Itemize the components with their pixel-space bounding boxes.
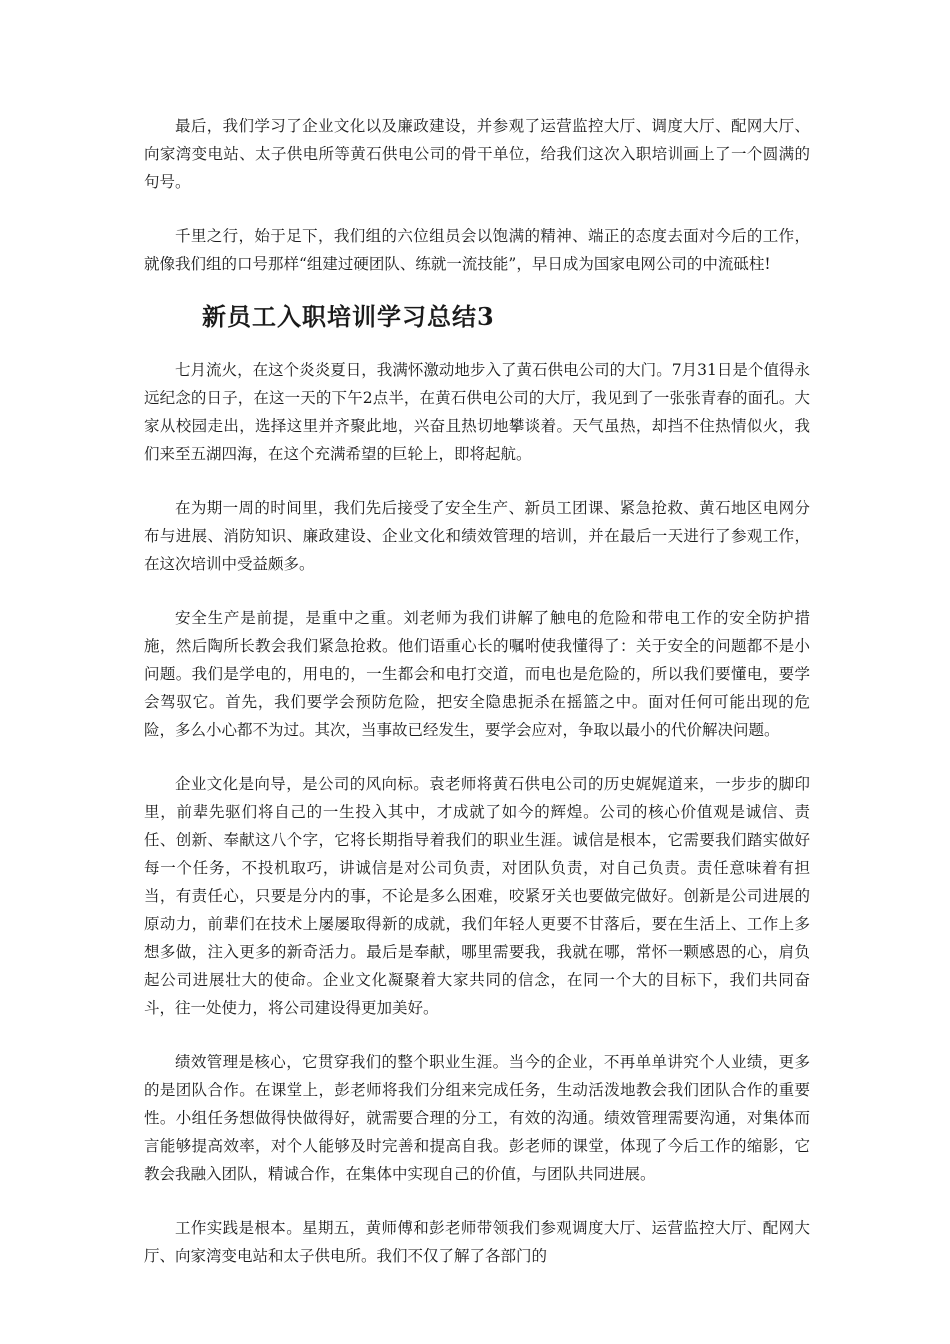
paragraph-closing: 最后，我们学习了企业文化以及廉政建设，并参观了运营监控大厅、调度大厅、配网大厅、向家湾变电站、太子供电所等黄石供电公司的骨干单位，给我们这次入职培训画上了一个圆满的句号。 [144,117,810,191]
paragraph-intro: 七月流火，在这个炎炎夏日，我满怀激动地步入了黄石供电公司的大门。7月31日是个值得永远纪念的日子，在这一天的下午2点半，在黄石供电公司的大厅，我见到了一张张青春的面孔。大家从校园走出，选择这里并齐聚此地，兴奋且热切地攀谈着。天气虽热，却挡不住热情似火，我们来至五湖四海，在这个充满希望的巨轮上，即将起航。 [144,361,810,463]
paragraph-training-overview: 在为期一周的时间里，我们先后接受了安全生产、新员工团课、紧急抢救、黄石地区电网分布与进展、消防知识、廉政建设、企业文化和绩效管理的培训，并在最后一天进行了参观工作，在这次培训中受益颇多。 [144,499,810,573]
document-page [144,112,810,1296]
section-heading: 新员工入职培训学习总结3 [202,302,495,331]
paragraph-culture: 企业文化是向导，是公司的风向标。袁老师将黄石供电公司的历史娓娓道来，一步步的脚印里，前辈先驱们将自己的一生投入其中，才成就了如今的辉煌。公司的核心价值观是诚信、责任、创新、奉献这八个字，它将长期指导着我们的职业生涯。诚信是根本，它需要我们踏实做好每一个任务，不投机取巧，讲诚信是对公司负责，对团队负责，对自己负责。责任意味着有担当，有责任心，只要是分内的事，不论是多么困难，咬紧牙关也要做完做好。创新是公司进展的原动力，前辈们在技术上屡屡取得新的成就，我们年轻人更要不甘落后，要在生活上、工作上多想多做，注入更多的新奇活力。最后是奉献，哪里需要我，我就在哪，常怀一颗感恩的心，肩负起公司进展壮大的使命。企业文化凝聚着大家共同的信念，在同一个大的目标下，我们共同奋斗，往一处使力，将公司建设得更加美好。 [144,775,810,1017]
paragraph-motto: 千里之行，始于足下，我们组的六位组员会以饱满的精神、端正的态度去面对今后的工作，就像我们组的口号那样“组建过硬团队、练就一流技能”，早日成为国家电网公司的中流砥柱! [144,227,810,273]
paragraph-safety: 安全生产是前提，是重中之重。刘老师为我们讲解了触电的危险和带电工作的安全防护措施，然后陶所长教会我们紧急抢救。他们语重心长的嘱咐使我懂得了：关于安全的问题都不是小问题。我们是学电的，用电的，一生都会和电打交道，而电也是危险的，所以我们要懂电，要学会驾驭它。首先，我们要学会预防危险，把安全隐患扼杀在摇篮之中。面对任何可能出现的危险，多么小心都不为过。其次，当事故已经发生，要学会应对，争取以最小的代价解决问题。 [144,609,810,739]
paragraph-practice: 工作实践是根本。星期五，黄师傅和彭老师带领我们参观调度大厅、运营监控大厅、配网大厅、向家湾变电站和太子供电所。我们不仅了解了各部门的 [144,1219,810,1265]
paragraph-performance: 绩效管理是核心，它贯穿我们的整个职业生涯。当今的企业，不再单单讲究个人业绩，更多的是团队合作。在课堂上，彭老师将我们分组来完成任务，生动活泼地教会我们团队合作的重要性。小组任务想做得快做得好，就需要合理的分工，有效的沟通。绩效管理需要沟通，对集体而言能够提高效率，对个人能够及时完善和提高自我。彭老师的课堂，体现了今后工作的缩影，它教会我融入团队，精诚合作，在集体中实现自己的价值，与团队共同进展。 [144,1053,810,1183]
